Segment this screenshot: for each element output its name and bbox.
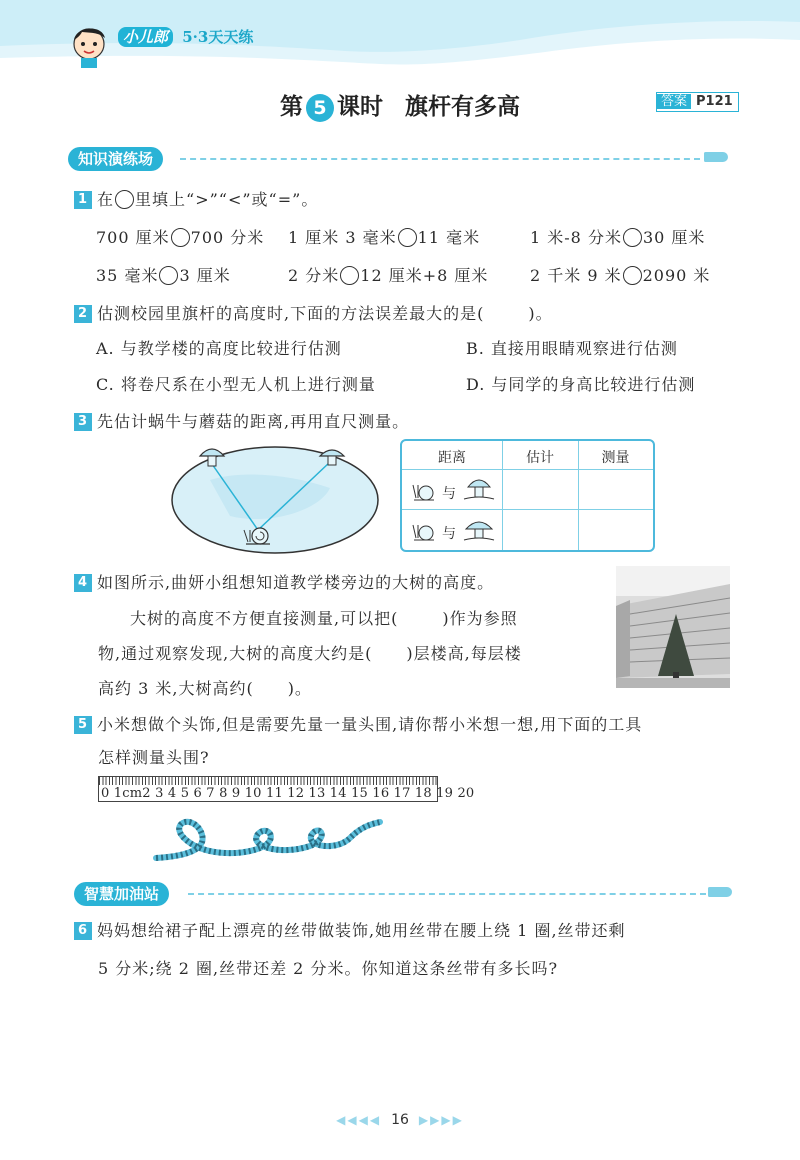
question-number: 4 <box>74 574 92 592</box>
section-practice-banner <box>68 147 730 171</box>
q2-option-b: B. 直接用眼睛观察进行估测 <box>466 339 678 358</box>
question-1-prompt <box>74 187 318 210</box>
answer-circle[interactable] <box>340 266 359 285</box>
q1-item-6: 2 千米 9 米 2090 米 <box>530 266 711 285</box>
section-challenge-title: 智慧加油站 <box>74 882 169 906</box>
question-4-prompt: 4 如图所示,曲妍小组想知道教学楼旁边的大树的高度。 <box>74 570 494 593</box>
column-header-measure: 测量 <box>601 450 630 466</box>
ruler-tool <box>98 776 475 802</box>
answer-circle[interactable] <box>159 266 178 285</box>
q1-item-2: 1 厘米 3 毫米 11 毫米 <box>288 228 481 247</box>
question-number: 6 <box>74 922 92 940</box>
q6-answer-area[interactable] <box>74 990 734 1100</box>
example-circle <box>115 190 134 209</box>
pond-illustration <box>170 440 380 555</box>
page-footer <box>0 1112 800 1128</box>
boy-mascot-icon <box>68 20 110 68</box>
ruler-ticks <box>99 777 437 785</box>
measure-cell-1[interactable] <box>579 470 653 509</box>
ruler-labels: 0 1cm2 3 4 5 6 7 8 9 10 11 12 13 14 15 16 17 18 19 20 <box>101 786 475 801</box>
lesson-number-badge: 5 <box>306 94 334 122</box>
page-number: 16 <box>391 1112 409 1128</box>
answer-page: P121 <box>696 94 733 109</box>
mushroom-icon <box>462 513 496 545</box>
answer-circle[interactable] <box>171 228 190 247</box>
pencil-icon <box>708 887 732 897</box>
q4-line-2: 大树的高度不方便直接测量,可以把( )作为参照 <box>130 609 518 628</box>
answer-circle[interactable] <box>623 228 642 247</box>
brand-main: 小儿郎 <box>118 27 173 47</box>
snail-icon <box>410 515 438 545</box>
question-number: 2 <box>74 305 92 323</box>
q1-item-4: 35 毫米 3 厘米 <box>96 266 231 285</box>
answer-label: 答案 <box>657 94 691 109</box>
lesson-prefix: 第 <box>280 94 303 120</box>
rope-tool <box>150 808 386 868</box>
question-3-prompt: 3 先估计蜗牛与蘑菇的距离,再用直尺测量。 <box>74 409 409 432</box>
lesson-suffix: 课时 <box>337 94 383 120</box>
building-tree-photo <box>616 566 730 688</box>
right-arrows-icon: ▶▶▶▶ <box>418 1113 464 1127</box>
answer-circle[interactable] <box>623 266 642 285</box>
q2-option-d: D. 与同学的身高比较进行估测 <box>466 375 696 394</box>
q1-item-5: 2 分米 12 厘米+8 厘米 <box>288 266 489 285</box>
estimate-cell-2[interactable] <box>503 510 578 550</box>
with-label: 与 <box>442 526 456 542</box>
brand-logo <box>118 26 253 47</box>
question-number: 5 <box>74 716 92 734</box>
lesson-title: 旗杆有多高 <box>405 94 520 120</box>
q1-item-3: 1 米-8 分米 30 厘米 <box>530 228 706 247</box>
estimate-cell-1[interactable] <box>503 470 578 509</box>
question-number: 3 <box>74 413 92 431</box>
measure-cell-2[interactable] <box>579 510 653 550</box>
measurement-table <box>400 439 655 552</box>
with-label: 与 <box>442 486 456 502</box>
section-challenge-banner <box>74 882 734 906</box>
pencil-icon <box>704 152 728 162</box>
question-5-prompt: 5 小米想做个头饰,但是需要先量一量头围,请你帮小米想一想,用下面的工具 <box>74 712 642 735</box>
snail-icon <box>410 475 438 505</box>
section-practice-title: 知识演练场 <box>68 147 163 171</box>
column-header-distance: 距离 <box>438 450 466 466</box>
q2-option-a: A. 与教学楼的高度比较进行估测 <box>96 339 342 358</box>
left-arrows-icon: ◀◀◀◀ <box>336 1113 382 1127</box>
answer-reference <box>656 92 739 112</box>
column-header-estimate: 估计 <box>526 450 554 466</box>
question-6-prompt: 6 妈妈想给裙子配上漂亮的丝带做装饰,她用丝带在腰上绕 1 圈,丝带还剩 <box>74 918 626 941</box>
answer-circle[interactable] <box>398 228 417 247</box>
q4-line-3: 物,通过观察发现,大树的高度大约是( )层楼高,每层楼 <box>98 644 522 663</box>
q5-line-2: 怎样测量头围? <box>98 748 210 767</box>
question-2-prompt: 2 估测校园里旗杆的高度时,下面的方法误差最大的是( )。 <box>74 301 553 324</box>
q1-item-1: 700 厘米 700 分米 <box>96 228 265 247</box>
q1-prompt-b: 里填上“>”“<”或“=”。 <box>135 190 319 209</box>
q6-line-2: 5 分米;绕 2 圈,丝带还差 2 分米。你知道这条丝带有多长吗? <box>98 959 559 978</box>
mushroom-icon <box>462 473 496 505</box>
q2-option-c: C. 将卷尺系在小型无人机上进行测量 <box>96 375 376 394</box>
q1-prompt-a: 在 <box>97 190 115 209</box>
brand-sub: 5·3天天练 <box>182 28 254 46</box>
q4-line-4: 高约 3 米,大树高约( )。 <box>98 679 312 698</box>
question-number: 1 <box>74 191 92 209</box>
